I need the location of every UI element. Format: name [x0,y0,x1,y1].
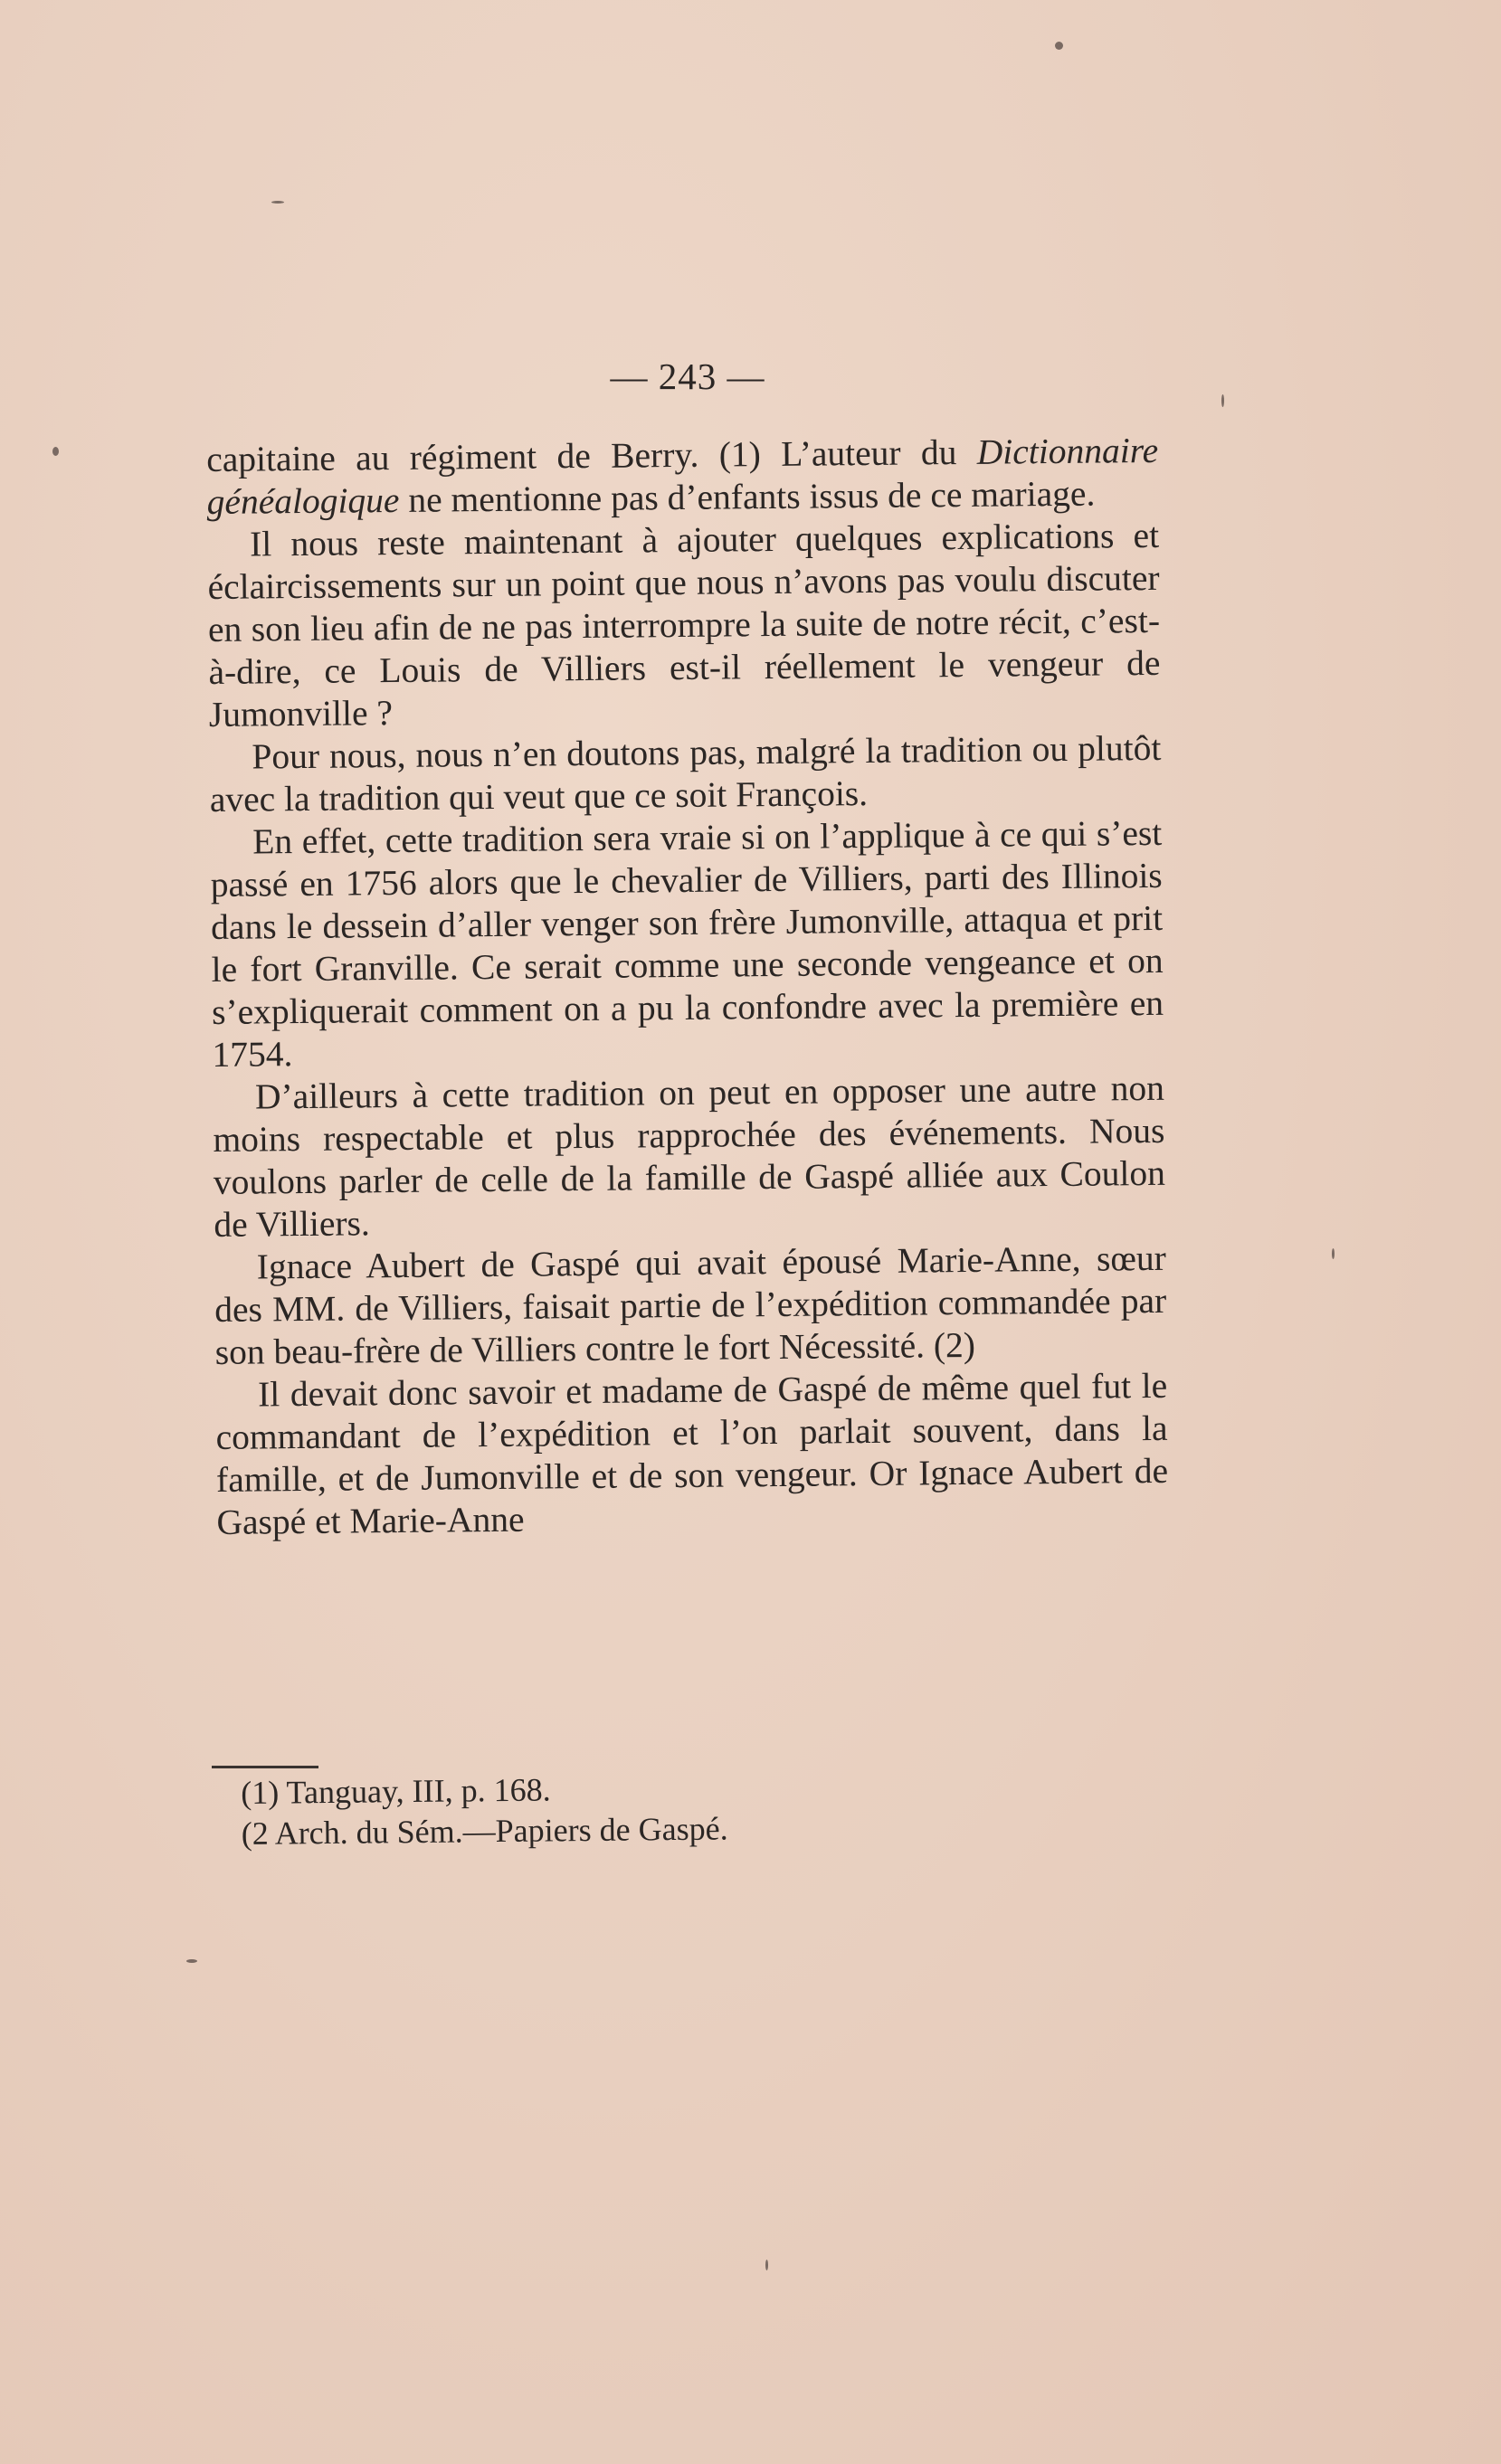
paper-speck [1332,1248,1335,1259]
book-title: Dictionnaire généalogique [206,430,1159,522]
footnotes [241,1765,1056,1854]
paragraph-5: D’ailleurs à cette tradition on peut en opposer une autre non moins respectable et plus rapprochée des événements. Nous voulons parler de celle de la famille de Gaspé alliée aux Coulon de Villiers. [213,1067,1166,1245]
footnote-2: (2 Arch. du Sém.—Papiers de Gaspé. [241,1810,728,1852]
page-number: — 243 — [610,355,765,397]
paragraph-7: Il devait donc savoir et madame de Gaspé de même quel fut le commandant de l’expédition et l’on parlait souvent, dans la famille, et de Jumonville et de son vengeur. Or Ignace Aubert de Gaspé et Marie-Anne [215,1365,1169,1542]
paragraph-4: En effet, cette tradition sera vraie si on l’applique à ce qui s’est passé en 1756 alors que le chevalier de Villiers, parti des Illinois dans le dessein d’aller venger son frère Jumonville, attaqua et prit le fort Granville. Ce serait comme une seconde vengeance et on s’expliquerait comment on a pu la confondre avec la première en 1754. [210,812,1164,1075]
paragraph-3: Pour nous, nous n’en doutons pas, malgré la tradition ou plutôt avec la tradition qui veut que ce soit François. [209,727,1162,820]
paper-speck [765,2260,768,2270]
footnote-1: (1) Tanguay, III, p. 168. [241,1771,551,1811]
footnote-rule [212,1766,318,1768]
paper-speck [52,447,59,456]
paragraph-1-end: ne mentionne pas d’enfants issus de ce mariage. [399,473,1096,520]
paper-speck [271,201,284,204]
paragraph-1-start: capitaine au régiment de Berry. (1) L’auteur du [206,431,977,479]
paragraph-6: Ignace Aubert de Gaspé qui avait épousé Marie-Anne, sœur des MM. de Villiers, faisait partie de l’expédition commandée par son beau-frère de Villiers contre le fort Nécessité. (2) [214,1237,1167,1372]
body-text [206,430,1169,1544]
paragraph-2: Il nous reste maintenant à ajouter quelques explications et éclaircissements sur un point que nous n’avons pas voulu discuter en son lieu afin de ne pas interrompre la suite de notre récit, c’est-à-dire, ce Louis de Villiers est-il réellement le vengeur de Jumonville ? [207,515,1161,734]
paper-speck [1221,394,1224,407]
paragraph-1 [206,430,1159,524]
paper-speck [1055,42,1063,50]
paper-speck [186,1959,197,1963]
